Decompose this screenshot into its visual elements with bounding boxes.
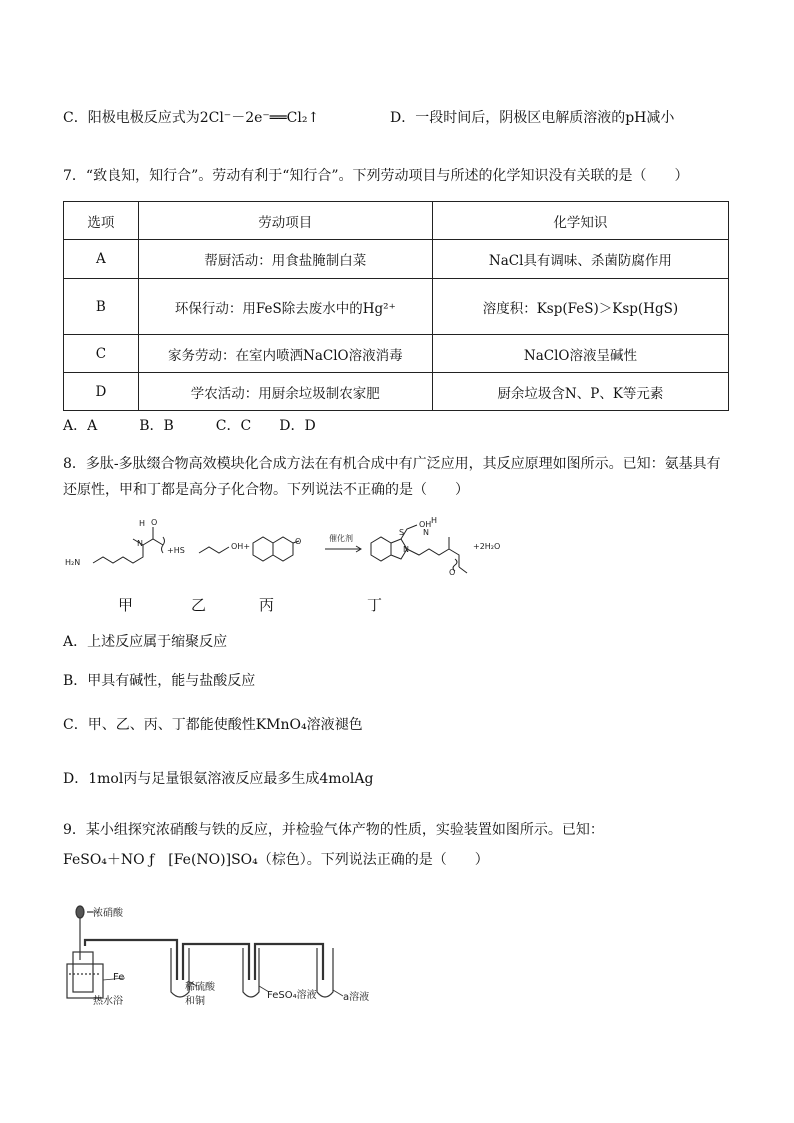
q7-table	[63, 201, 729, 411]
svg-text:OH: OH	[419, 520, 432, 529]
chain-bond	[93, 545, 143, 563]
table-cell: 环保行动：用FeS除去废水中的Hg²⁺	[138, 279, 432, 335]
label-a-solution: a溶液	[343, 992, 370, 1003]
label-bing: 丙	[259, 596, 275, 614]
svg-text:N: N	[137, 539, 143, 548]
q9-stem-line2: FeSO₄＋NO ƒ [Fe(NO)]SO₄（棕色）。下列说法正确的是（ ）	[63, 852, 489, 868]
hs-label: +HS	[167, 546, 185, 555]
q8-option-a: A．上述反应属于缩聚反应	[63, 634, 228, 650]
label-and-copper: 和铜	[185, 996, 205, 1007]
q6-option-d: D．一段时间后，阴极区电解质溶液的pH减小	[390, 110, 675, 126]
table-cell: NaCl具有调味、杀菌防腐作用	[432, 240, 728, 279]
table-cell: C	[64, 335, 139, 373]
q8-option-b: B．甲具有碱性，能与盐酸反应	[63, 673, 256, 689]
svg-text:H: H	[431, 516, 438, 525]
label-jia: 甲	[118, 596, 134, 614]
table-row	[64, 373, 729, 411]
table-cell: A	[64, 240, 139, 279]
q8-stem-line1: 8．多肽-多肽缀合物高效模块化合成方法在有机合成中有广泛应用，其反应原理如图所示。已知：氨基具有	[63, 456, 721, 472]
svg-text:N: N	[423, 528, 429, 537]
label-feso4-solution: FeSO₄溶液	[267, 990, 317, 1001]
table-row	[64, 279, 729, 335]
table-header-row	[64, 202, 729, 240]
h2n-label: H₂N	[65, 558, 81, 567]
table-cell: 厨余垃圾含N、P、K等元素	[432, 373, 728, 411]
label-conc-nitric-acid: 浓硝酸	[93, 908, 123, 919]
svg-text:O: O	[295, 537, 302, 546]
oh-label: OH+	[231, 542, 251, 551]
table-cell: NaClO溶液呈碱性	[432, 335, 728, 373]
table-row	[64, 240, 729, 279]
svg-text:O: O	[449, 568, 456, 577]
q8-option-c: C．甲、乙、丙、丁都能使酸性KMnO₄溶液褪色	[63, 717, 363, 733]
table-row	[64, 335, 729, 373]
label-hot-water-bath: 热水浴	[93, 996, 123, 1007]
table-cell: 帮厨活动：用食盐腌制白菜	[138, 240, 432, 279]
catalyst-label: 催化剂	[329, 534, 353, 543]
reaction-scheme	[63, 513, 501, 585]
header-cell: 选项	[64, 202, 139, 240]
q8-option-d: D．1mol丙与足量银氨溶液反应最多生成4molAg	[63, 771, 374, 787]
label-fe: Fe	[113, 972, 125, 983]
table-cell: 溶度积：Ksp(FeS)＞Ksp(HgS)	[432, 279, 728, 335]
table-cell: 家务劳动：在室内喷洒NaClO溶液消毒	[138, 335, 432, 373]
table-cell: B	[64, 279, 139, 335]
q8-stem-line2: 还原性，甲和丁都是高分子化合物。下列说法不正确的是（ ）	[63, 482, 469, 498]
label-dilute-acid: 稀硫酸	[185, 982, 215, 993]
table-cell: D	[64, 373, 139, 411]
table-cell: 学农活动：用厨余垃圾制农家肥	[138, 373, 432, 411]
svg-text:N: N	[403, 545, 409, 554]
label-yi: 乙	[191, 596, 207, 614]
q6-option-c: C．阳极电极反应式为2Cl⁻－2e⁻══Cl₂↑	[63, 110, 320, 126]
water-label: +2H₂O	[473, 542, 501, 551]
header-cell: 劳动项目	[138, 202, 432, 240]
q7-answer-options: A．A B．B C．C D．D	[63, 418, 316, 434]
q9-stem-line1: 9．某小组探究浓硝酸与铁的反应，并检验气体产物的性质，实验装置如图所示。已知：	[63, 822, 604, 838]
svg-text:H: H	[139, 519, 146, 528]
apparatus-diagram	[63, 900, 393, 1010]
q7-stem: 7．“致良知，知行合”。劳动有利于“知行合”。下列劳动项目与所述的化学知识没有关联的是（ ）	[63, 168, 689, 184]
header-cell: 化学知识	[432, 202, 728, 240]
svg-text:S: S	[399, 528, 405, 537]
label-ding: 丁	[367, 596, 383, 614]
svg-text:O: O	[151, 518, 158, 527]
